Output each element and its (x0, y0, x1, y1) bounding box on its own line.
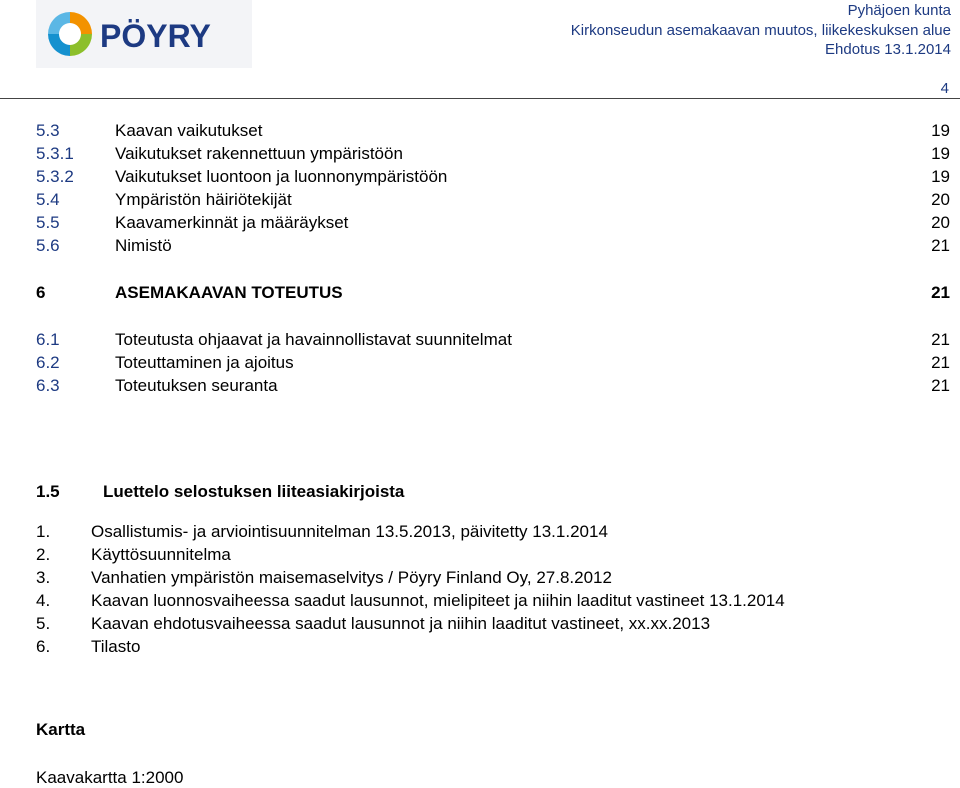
toc-entry[interactable] (36, 234, 950, 257)
toc-number: 5.4 (36, 190, 60, 209)
toc-page: 21 (931, 330, 950, 349)
toc-number: 5.3.2 (36, 167, 74, 186)
toc-page: 19 (931, 121, 950, 140)
toc-page: 21 (931, 353, 950, 372)
toc-entry[interactable] (36, 351, 950, 374)
item-text: Osallistumis- ja arviointisuunnitelman 13.5.2013, päivitetty 13.1.2014 (91, 522, 608, 541)
toc-title: Vaikutukset rakennettuun ympäristöön (115, 144, 403, 163)
section-title: Luettelo selostuksen liiteasiakirjoista (103, 482, 405, 501)
toc-page: 21 (931, 236, 950, 255)
list-item (36, 635, 785, 658)
toc-title: Ympäristön häiriötekijät (115, 190, 292, 209)
toc-entry[interactable] (36, 165, 950, 188)
item-number: 4. (36, 591, 51, 610)
toc-entry[interactable] (36, 119, 950, 142)
map-heading: Kartta (36, 720, 86, 739)
toc-page: 19 (931, 167, 950, 186)
toc-entry[interactable] (36, 188, 950, 211)
section-number: 1.5 (36, 482, 60, 501)
toc-title: Kaavan vaikutukset (115, 121, 263, 140)
toc-entry[interactable] (36, 328, 950, 351)
header-divider (0, 98, 960, 99)
list-item (36, 520, 785, 543)
toc-title: Nimistö (115, 236, 172, 255)
municipality-name: Pyhäjoen kunta (847, 2, 951, 19)
document-version: Ehdotus 13.1.2014 (825, 41, 951, 58)
toc-title: Toteuttaminen ja ajoitus (115, 353, 294, 372)
toc-number: 6.3 (36, 376, 60, 395)
toc-entry[interactable] (36, 142, 950, 165)
toc-number: 6 (36, 283, 46, 302)
toc-number: 5.3.1 (36, 144, 74, 163)
list-item (36, 612, 785, 635)
toc-number: 6.2 (36, 353, 60, 372)
toc-entry[interactable] (36, 211, 950, 234)
toc-number: 6.1 (36, 330, 60, 349)
list-item (36, 566, 785, 589)
logo-wordmark: PÖYRY (100, 18, 211, 54)
item-text: Vanhatien ympäristön maisemaselvitys / Pöyry Finland Oy, 27.8.2012 (91, 568, 612, 587)
item-text: Kaavan ehdotusvaiheessa saadut lausunnot ja niihin laaditut vastineet, xx.xx.2013 (91, 614, 711, 633)
item-text: Kaavan luonnosvaiheessa saadut lausunnot, mielipiteet ja niihin laaditut vastineet 13.1.2014 (91, 591, 785, 610)
item-number: 3. (36, 568, 51, 587)
toc-page: 19 (931, 144, 950, 163)
toc-entry[interactable] (36, 374, 950, 397)
toc-page: 20 (931, 190, 950, 209)
toc-entry-chapter[interactable] (36, 281, 950, 304)
toc-number: 5.5 (36, 213, 60, 232)
toc-number: 5.6 (36, 236, 60, 255)
toc-page: 21 (931, 376, 950, 395)
toc-title: Toteutuksen seuranta (115, 376, 278, 395)
item-text: Käyttösuunnitelma (91, 545, 231, 564)
item-text: Tilasto (91, 637, 141, 656)
toc-title: ASEMAKAAVAN TOTEUTUS (115, 283, 343, 302)
attachments-heading (36, 480, 404, 504)
attachment-list (36, 520, 785, 658)
toc-title: Toteutusta ohjaavat ja havainnollistavat suunnitelmat (115, 330, 512, 349)
map-item: Kaavakartta 1:2000 (36, 768, 184, 787)
item-number: 2. (36, 545, 51, 564)
toc-title: Vaikutukset luontoon ja luonnonympäristöön (115, 167, 448, 186)
item-number: 1. (36, 522, 51, 541)
toc-title: Kaavamerkinnät ja määräykset (115, 213, 349, 232)
toc-page: 20 (931, 213, 950, 232)
item-number: 5. (36, 614, 51, 633)
list-item (36, 543, 785, 566)
document-header (571, 1, 951, 60)
poyry-logo (36, 0, 252, 68)
toc-number: 5.3 (36, 121, 60, 140)
list-item (36, 589, 785, 612)
item-number: 6. (36, 637, 51, 656)
toc-page: 21 (931, 283, 950, 302)
project-title: Kirkonseudun asemakaavan muutos, liikekeskuksen alue (570, 21, 951, 39)
page-number: 4 (940, 80, 949, 97)
table-of-contents (36, 119, 950, 397)
